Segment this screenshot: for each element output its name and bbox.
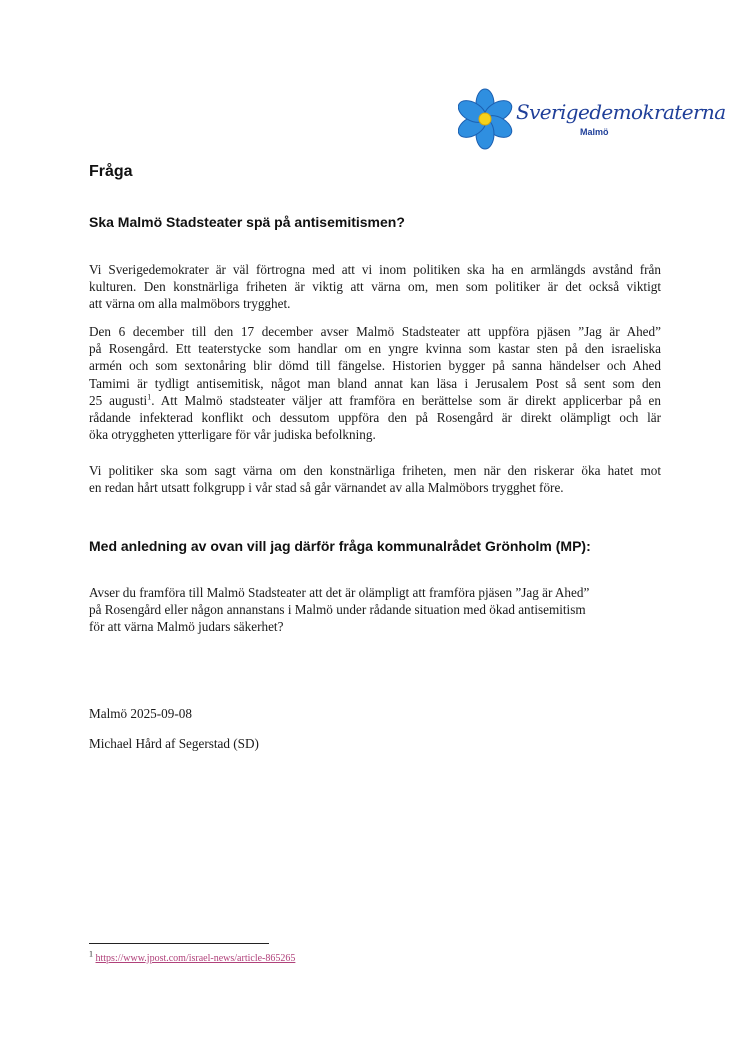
text-line: öka otryggheten ytterligare för vår judiska befolkning. (89, 427, 376, 443)
text-line: kulturen. Den konstnärliga friheten är viktig att värna om, men som politiker är det också viktigt (89, 279, 661, 295)
text-line: Tamimi är tydligt antisemitisk, något man bland annat kan läsa i Jerusalem Post så sent som den (89, 375, 661, 391)
signature-name: Michael Hård af Segerstad (SD) (89, 736, 259, 751)
footnote-divider (89, 943, 269, 944)
footnote-mark: 1 (89, 949, 93, 959)
text-line: en redan hårt utsatt folkgrupp i vår stad så går värnandet av alla Malmöbors trygghet före. (89, 480, 564, 496)
text-line: Den 6 december till den 17 december avser Malmö Stadsteater att uppföra pjäsen ”Jag är Ahed” (89, 324, 661, 339)
logo-subtitle: Malmö (580, 127, 609, 137)
paragraph-intro (89, 261, 661, 313)
place-date: Malmö 2025-09-08 (89, 706, 192, 721)
question-heading: Med anledning av ovan vill jag därför fråga kommunalrådet Grönholm (MP): (89, 538, 591, 554)
footnote (89, 949, 296, 964)
text-line: Avser du framföra till Malmö Stadsteater att det är olämpligt att framföra pjäsen ”Jag är Ahed” (89, 585, 590, 600)
question-text (89, 584, 661, 636)
text-line: armén och som sextonåring blir dömd till fängelse. Historien bygger på sanna händelser och Ahed (89, 358, 661, 374)
text-line: på Rosengård eller någon annanstans i Malmö under rådande situation med ökad antisemitism (89, 602, 586, 618)
sverigedemokraterna-logo (458, 88, 726, 150)
footnote-reference[interactable]: 1 (147, 392, 152, 402)
text-line: rådande infekterad konflikt och dessutom uppföra den på Rosengård är direkt olämpligt och lär (89, 410, 661, 426)
paragraph-conclusion (89, 462, 661, 496)
text-line: Vi Sverigedemokrater är väl förtrogna med att vi inom politiken ska ha en armlängds avstånd från (89, 262, 661, 277)
footnote-link[interactable]: https://www.jpost.com/israel-news/article-865265 (95, 953, 296, 964)
text-line: att värna om alla malmöbors trygghet. (89, 296, 291, 312)
text-line (89, 392, 661, 409)
document-type-heading: Fråga (89, 163, 133, 180)
text-line: på Rosengård. Ett teaterstycke som handlar om en yngre kvinna som kastar sten på den israeliska (89, 341, 661, 357)
text-line: Vi politiker ska som sagt värna om den konstnärliga friheten, men när den riskerar öka hatet mot (89, 463, 661, 478)
logo-wordmark: Sverigedemokraterna (516, 100, 726, 124)
text-line: för att värna Malmö judars säkerhet? (89, 619, 284, 635)
text-fragment: . Att Malmö stadsteater väljer att framföra en berättelse som är direkt applicerbar på en (151, 392, 661, 408)
text-fragment: 25 augusti (89, 392, 148, 408)
blue-anemone-flower-icon (458, 88, 514, 150)
question-title: Ska Malmö Stadsteater spä på antisemitismen? (89, 214, 405, 230)
paragraph-background (89, 323, 661, 443)
